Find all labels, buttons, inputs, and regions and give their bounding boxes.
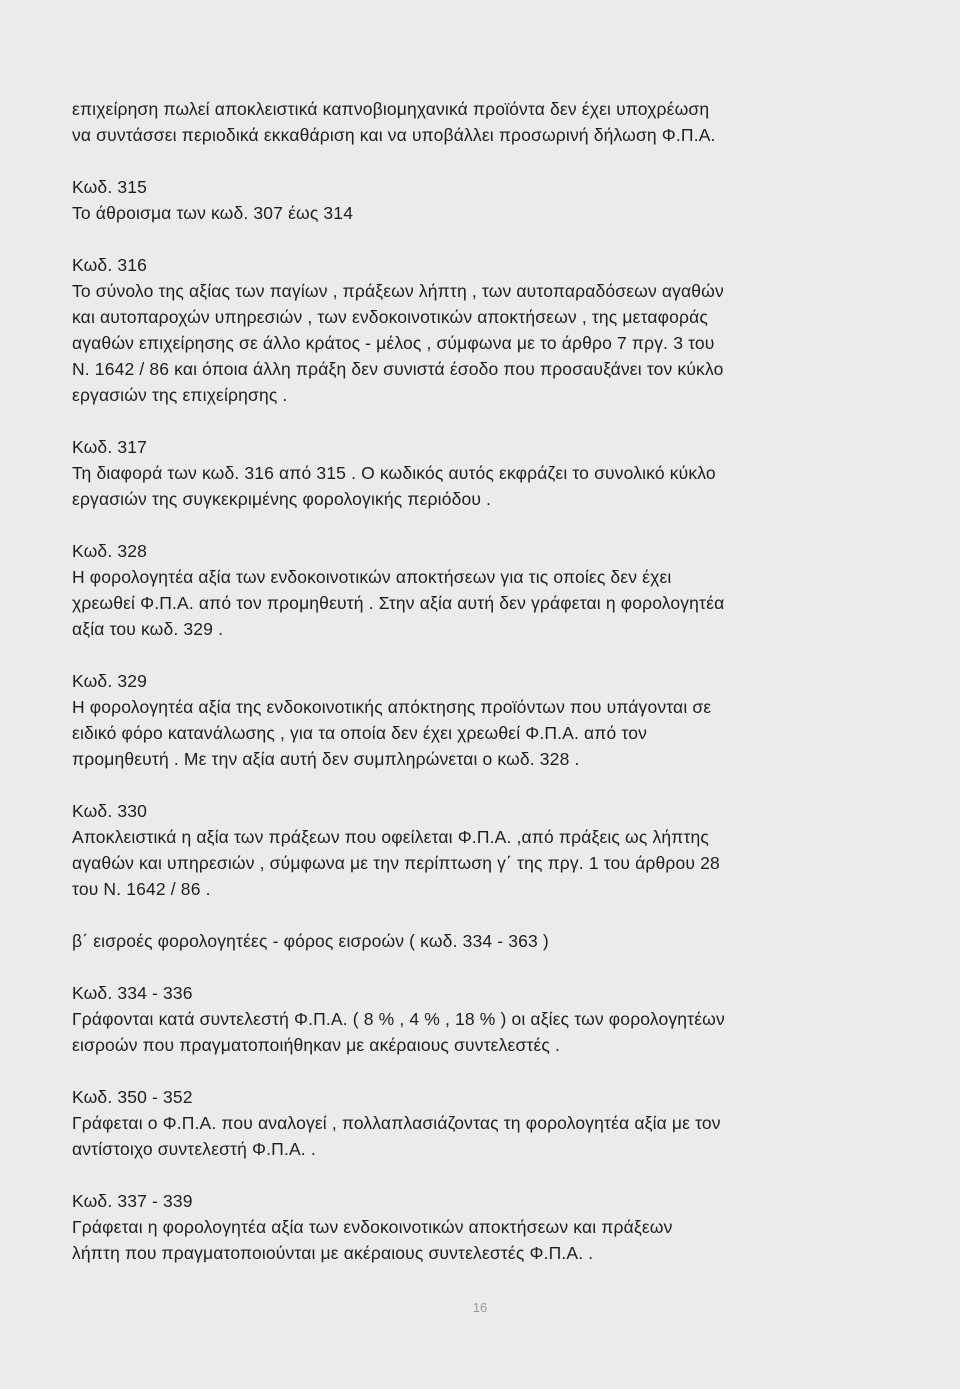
- paragraph-spacer: [72, 1162, 892, 1188]
- section-heading: β΄ εισροές φορολογητέες - φόρος εισροών ( κωδ. 334 - 363 ): [72, 931, 549, 951]
- section-text-line: Το σύνολο της αξίας των παγίων , πράξεων λήπτη , των αυτοπαραδόσεων αγαθών: [72, 281, 724, 301]
- paragraph-spacer: [72, 642, 892, 668]
- section-heading: Κωδ. 350 - 352: [72, 1087, 193, 1107]
- section-text-line: του Ν. 1642 / 86 .: [72, 879, 211, 899]
- paragraph-spacer: [72, 512, 892, 538]
- section-heading: Κωδ. 337 - 339: [72, 1191, 193, 1211]
- section-heading: Κωδ. 317: [72, 437, 147, 457]
- section-text-line: Το άθροισμα των κωδ. 307 έως 314: [72, 203, 354, 223]
- section-heading: Κωδ. 334 - 336: [72, 983, 193, 1003]
- section-heading: Κωδ. 328: [72, 541, 147, 561]
- section-code-315: [72, 174, 892, 226]
- page-number: 16: [472, 1300, 488, 1315]
- section-heading: Κωδ. 315: [72, 177, 147, 197]
- section-text-line: Γράφεται η φορολογητέα αξία των ενδοκοινοτικών αποκτήσεων και πράξεων: [72, 1217, 673, 1237]
- intro-line: να συντάσσει περιοδικά εκκαθάριση και να υποβάλλει προσωρινή δήλωση Φ.Π.Α.: [72, 125, 716, 145]
- paragraph-spacer: [72, 902, 892, 928]
- section-code-350-352: [72, 1084, 892, 1162]
- section-inputs-heading: [72, 928, 892, 954]
- section-heading: Κωδ. 316: [72, 255, 147, 275]
- paragraph-spacer: [72, 772, 892, 798]
- section-text-line: αγαθών επιχείρησης σε άλλο κράτος - μέλος , σύμφωνα με το άρθρο 7 πργ. 3 του: [72, 333, 715, 353]
- section-code-328: [72, 538, 892, 642]
- section-code-337-339: [72, 1188, 892, 1266]
- section-text-line: Αποκλειστικά η αξία των πράξεων που οφείλεται Φ.Π.Α. ,από πράξεις ως λήπτης: [72, 827, 709, 847]
- paragraph-spacer: [72, 1058, 892, 1084]
- section-code-316: [72, 252, 892, 408]
- section-text-line: Γράφεται ο Φ.Π.Α. που αναλογεί , πολλαπλασιάζοντας τη φορολογητέα αξία με τον: [72, 1113, 721, 1133]
- section-text-line: ειδικό φόρο κατανάλωσης , για τα οποία δεν έχει χρεωθεί Φ.Π.Α. από τον: [72, 723, 647, 743]
- intro-line: επιχείρηση πωλεί αποκλειστικά καπνοβιομηχανικά προϊόντα δεν έχει υποχρέωση: [72, 99, 710, 119]
- section-text-line: αντίστοιχο συντελεστή Φ.Π.Α. .: [72, 1139, 316, 1159]
- section-text-line: Η φορολογητέα αξία των ενδοκοινοτικών αποκτήσεων για τις οποίες δεν έχει: [72, 567, 672, 587]
- document-body: [72, 96, 892, 1266]
- section-text-line: και αυτοπαροχών υπηρεσιών , των ενδοκοινοτικών αποκτήσεων , της μεταφοράς: [72, 307, 709, 327]
- section-text-line: Ν. 1642 / 86 και όποια άλλη πράξη δεν συνιστά έσοδο που προσαυξάνει τον κύκλο: [72, 359, 724, 379]
- section-code-329: [72, 668, 892, 772]
- section-text-line: εργασιών της συγκεκριμένης φορολογικής περιόδου .: [72, 489, 492, 509]
- section-text-line: εισροών που πραγματοποιήθηκαν με ακέραιους συντελεστές .: [72, 1035, 561, 1055]
- paragraph-spacer: [72, 408, 892, 434]
- section-text-line: χρεωθεί Φ.Π.Α. από τον προμηθευτή . Στην αξία αυτή δεν γράφεται η φορολογητέα: [72, 593, 725, 613]
- paragraph-spacer: [72, 148, 892, 174]
- section-text-line: Γράφονται κατά συντελεστή Φ.Π.Α. ( 8 % , 4 % , 18 % ) οι αξίες των φορολογητέων: [72, 1009, 725, 1029]
- section-text-line: αξία του κωδ. 329 .: [72, 619, 224, 639]
- section-text-line: λήπτη που πραγματοποιούνται με ακέραιους συντελεστές Φ.Π.Α. .: [72, 1243, 594, 1263]
- section-text-line: αγαθών και υπηρεσιών , σύμφωνα με την περίπτωση γ΄ της πργ. 1 του άρθρου 28: [72, 853, 720, 873]
- intro-paragraph: [72, 96, 892, 148]
- section-code-330: [72, 798, 892, 902]
- section-heading: Κωδ. 330: [72, 801, 147, 821]
- section-text-line: Τη διαφορά των κωδ. 316 από 315 . Ο κωδικός αυτός εκφράζει το συνολικό κύκλο: [72, 463, 716, 483]
- paragraph-spacer: [72, 226, 892, 252]
- section-text-line: εργασιών της επιχείρησης .: [72, 385, 288, 405]
- section-code-334-336: [72, 980, 892, 1058]
- section-heading: Κωδ. 329: [72, 671, 147, 691]
- section-text-line: προμηθευτή . Με την αξία αυτή δεν συμπληρώνεται ο κωδ. 328 .: [72, 749, 580, 769]
- section-text-line: Η φορολογητέα αξία της ενδοκοινοτικής απόκτησης προϊόντων που υπάγονται σε: [72, 697, 712, 717]
- paragraph-spacer: [72, 954, 892, 980]
- section-code-317: [72, 434, 892, 512]
